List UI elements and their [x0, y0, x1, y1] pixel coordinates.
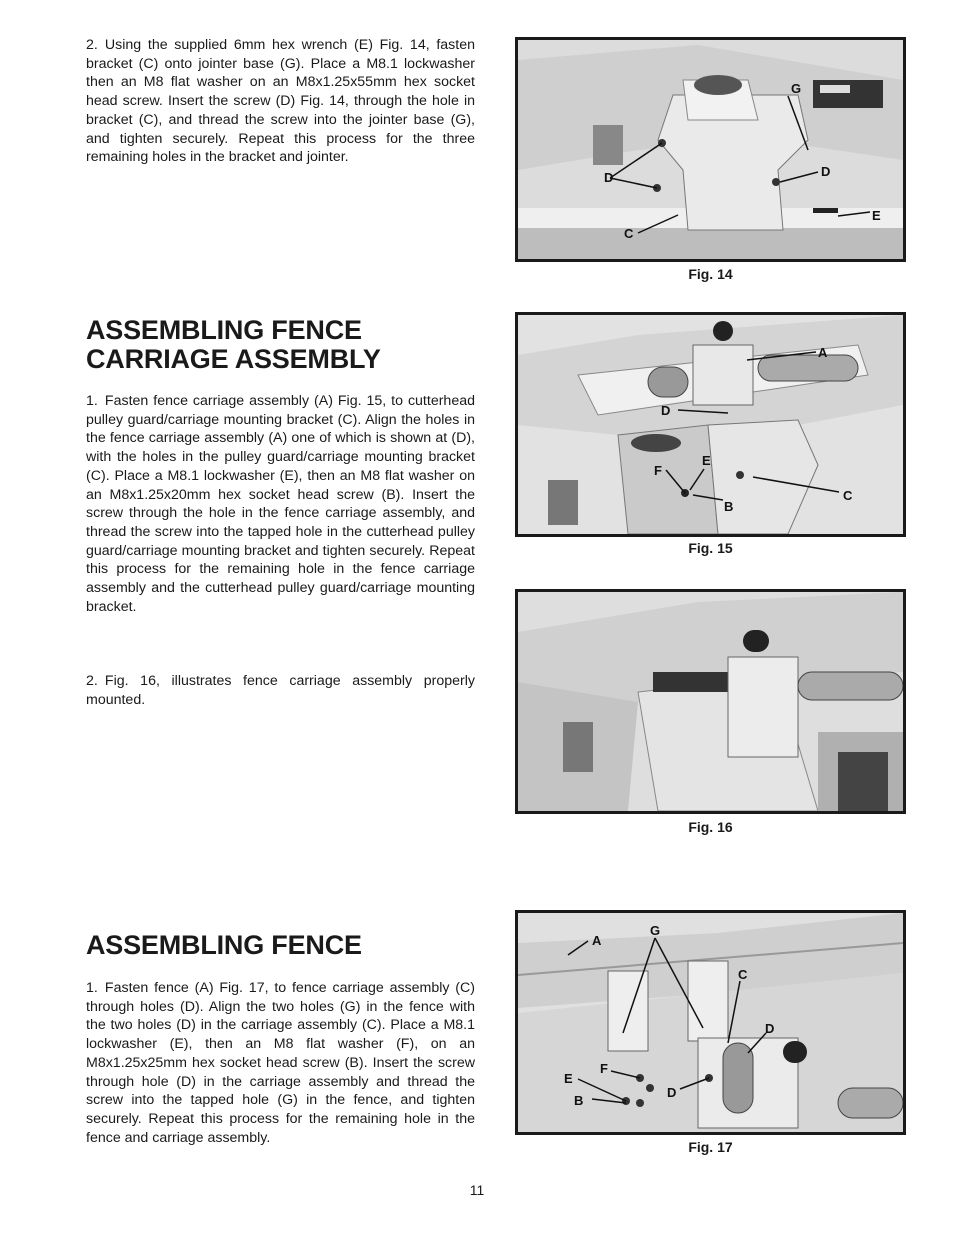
paragraph-bracket-step-2: 2. Using the supplied 6mm hex wrench (E) Fig. 14, fasten bracket (C) onto jointer base (G). Place a M8.1 lockwasher then an M8 flat washer on an M8x1.25x55mm hex socket head screw. Insert the screw (D) Fig. 14, through the hole in bracket (C), and thread the screw into the jointer base (G), and tighten securely. Repeat this process for the three remaining holes in the bracket and jointer. — [86, 37, 475, 166]
page-number: 11 — [469, 1182, 485, 1198]
fig17-label-g: G — [650, 923, 661, 938]
heading-line-2: CARRIAGE ASSEMBLY — [86, 344, 381, 374]
figure-17-caption: Fig. 17 — [688, 1139, 733, 1155]
fig14-label-e: E — [872, 208, 881, 223]
heading-assembling-fence-carriage — [86, 316, 486, 374]
heading-line-1: ASSEMBLING FENCE — [86, 315, 362, 345]
fig17-label-e: E — [564, 1071, 573, 1086]
fig14-label-d-left: D — [604, 170, 614, 185]
fig17-label-f: F — [600, 1061, 608, 1076]
fig15-label-d: D — [661, 403, 671, 418]
fig15-label-a: A — [818, 345, 828, 360]
fig14-label-g: G — [791, 81, 802, 96]
fig14-label-c: C — [624, 226, 634, 241]
fig14-label-d-right: D — [821, 164, 831, 179]
figure-14-caption: Fig. 14 — [688, 266, 733, 282]
fig17-label-d-lower: D — [667, 1085, 677, 1100]
figure-17-image — [515, 910, 906, 1135]
figure-14-image — [515, 37, 906, 262]
figure-15-image — [515, 312, 906, 537]
fig17-label-c: C — [738, 967, 748, 982]
fig17-label-a: A — [592, 933, 602, 948]
figure-16-image — [515, 589, 906, 814]
fig17-label-d-upper: D — [765, 1021, 775, 1036]
fig15-label-f: F — [654, 463, 662, 478]
heading-assembling-fence: ASSEMBLING FENCE — [86, 930, 362, 960]
fig15-label-e: E — [702, 453, 711, 468]
figure-16-caption: Fig. 16 — [688, 819, 733, 835]
fig17-label-b: B — [574, 1093, 584, 1108]
fig15-label-c: C — [843, 488, 853, 503]
fig15-label-b: B — [724, 499, 734, 514]
figure-15-caption: Fig. 15 — [688, 540, 733, 556]
paragraph-fence-carriage-step-1: 1. Fasten fence carriage assembly (A) Fig. 15, to cutterhead pulley guard/carriage mounting bracket (C). Align the holes in the fence carriage assembly (A) one of which is shown at (D), with the holes in the pulley guard/carriage mounting bracket (C). Place a M8.1 lockwasher (E), then an M8 flat washer on an M8x1.25x20mm hex socket head screw (B). Insert the screw through the hole in the fence carriage assembly, and thread the screw into the tapped hole in the cutterhead pulley guard/carriage mounting bracket and tighten securely. Repeat this process for the remaining hole in the fence carriage assembly and the cutterhead pulley guard/carriage mounting bracket. — [86, 393, 475, 615]
paragraph-fence-carriage-step-2: 2. Fig. 16, illustrates fence carriage assembly properly mounted. — [86, 673, 475, 708]
paragraph-fence-step-1: 1. Fasten fence (A) Fig. 17, to fence carriage assembly (C) through holes (D). Align the two holes (G) in the fence with the two holes (D) in the carriage assembly (C). Place a M8.1 lockwasher (E), then an M8 flat washer (F), on an M8x1.25x25mm hex socket head screw (B). Insert the screw through hole (D) in the carriage assembly and thread the screw into the tapped hole (G) in the fence, and tighten securely. Repeat this process for the remaining hole in the fence and carriage assembly. — [86, 980, 475, 1146]
